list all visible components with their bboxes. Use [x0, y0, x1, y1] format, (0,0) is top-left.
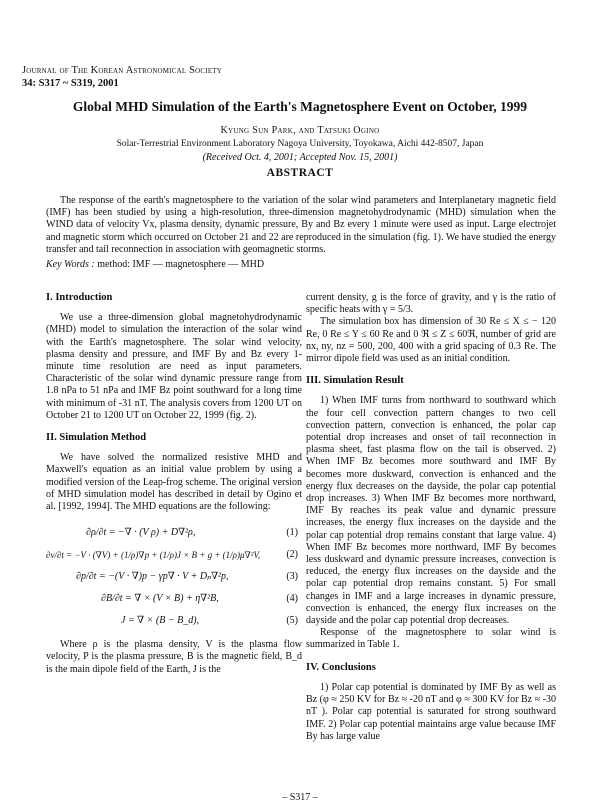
left-column [46, 292, 302, 676]
abstract-text: The response of the earth's magnetosphere to the variation of the solar wind parameters and Interplanetary magnetic field (IMF) has been studied by using a high-resolution, three-dimension magnetohydrodynamic (MHD) simulation when the WIND data of velocity Vx, plasma density, dynamic pressure, By and Bz every 1 minute were used as input. Large electrojet and magnetic storm which occurred on October 21 and 22 are reproduced in the simulation (fig. 1). We have studied the energy transfer and tail reconnection in association with geomagnetic storms. [46, 195, 556, 255]
received-dates: (Received Oct. 4, 2001; Accepted Nov. 15, 2001) [202, 152, 398, 163]
paper-title: Global MHD Simulation of the Earth's Magnetosphere Event on October, 1999 [72, 99, 528, 114]
keywords [46, 259, 556, 270]
method-after-paragraph: Where ρ is the plasma density, V is the plasma flow velocity, P is the plasma pressure, B is the magnetic field, B_d is the main dipole field of the Earth, J is the [46, 639, 302, 675]
journal-name: Journal of The Korean Astronomical Society [22, 65, 223, 76]
journal-volume: 34: S317 ~ S319, 2001 [22, 78, 119, 89]
introduction-paragraph: We use a three-dimension global magnetohydrodynamic (MHD) model to simulation the interaction of the solar wind with the Earth's magnetosphere. The solar wind velocity, plasma density and pressure, and IMF By and Bz every 1-minute time resolution are need as input parameters. Characteristic of the solar wind dynamic pressure range from 1.8 nPa to 51 nPa and IMF Bz point southward for a long time with minimum of -31 nT. The analysis covers from 1200 UT on October 21 to 1200 UT on October 22, 1999 (fig. 2). [46, 312, 302, 421]
result-paragraph: 1) When IMF turns from northward to southward which the four cell convection pattern changes to two cell convection pattern, convection is enhanced, the polar cap potential drop increases and onset of tail reconnection in plasma sheet, fast plasma flow on the tail is observed. 2) When IMF Bz becomes more southward and IMF By becomes more duskward, convection is enhanced and the energy flux decreases on the dayside, the polar cap potential drop increases. 3) When IMF Bz becomes more northward, IMF By reaches its peak value and dynamic pressure increases, the energy flux increases on the dayside and the polar cap potential drop remains constant that large value. 4) When IMF Bz becomes more northward, IMF By becomes less duskward and dynamic pressure increases, convection is reduced, the energy flux increases on the dayside and the polar cap potential drop remains constant. 5) For small changes in IMF and a large increases in dynamic pressure, convection is enhanced, the energy flux increases on the dayside and the polar cap potential drop decreases. [306, 395, 556, 627]
equation-4: ∂B/∂t = ∇ × (V × B) + η∇²B, (4) [101, 593, 298, 605]
journal-header [22, 64, 222, 90]
section-heading-result: III. Simulation Result [306, 375, 404, 387]
right-column [306, 292, 556, 743]
authors: Kyung Sun Park, and Tatsuki Ogino [220, 125, 380, 136]
keywords-label: Key Words : [46, 259, 95, 270]
simulation-box-paragraph: The simulation box has dimension of 30 Re ≤ X ≤ − 120 Re, 0 Re ≤ Y ≤ 60 Re and 0 ℜ ≤ Z ≤ 60ℜ, number of grid are nx, ny, nz = 500, 200, 400 with a grid spacing of 0.3 Re. The mirror dipole field was used as an initial condition. [306, 316, 556, 365]
conclusion-paragraph: 1) Polar cap potential is dominated by IMF By as well as Bz (φ ≈ 250 KV for Bz ≈ -20 nT and φ ≈ 300 KV for Bz ≈ -30 nT ). Polar cap potential is saturated for strong southward IMF. 2) Polar cap potential maintains arge value because IMF By has large value [306, 681, 556, 742]
abstract-heading: ABSTRACT [266, 167, 334, 179]
affiliation: Solar-Terrestrial Environment Laboratory Nagoya University, Toyokawa, Aichi 442-8507, Japan [116, 139, 484, 149]
equation-2: ∂v/∂t = −V · (∇V) + (1/ρ)∇p + (1/ρ)J × B + g + (1/ρ)μ∇²V, (2) [46, 549, 298, 561]
method-continuation: current density, g is the force of gravity, and γ is the ratio of specific heats with γ = 5/3. [306, 292, 556, 316]
equation-1: ∂ρ/∂t = −∇ · (V ρ) + D∇²ρ, (1) [86, 527, 298, 539]
result-summary: Response of the magnetosphere to solar wind is summarized in Table 1. [306, 627, 556, 651]
equation-3: ∂p/∂t = −(V · ∇)p − γp∇ · V + Dₚ∇²p, (3) [76, 571, 298, 583]
section-heading-conclusions: IV. Conclusions [306, 661, 376, 673]
section-heading-introduction: I. Introduction [46, 292, 113, 303]
equation-5: J = ∇ × (B − B_d), (5) [121, 615, 298, 627]
method-paragraph: We have solved the normalized resistive MHD and Maxwell's equation as an initial value problem by using a modified version of the Leap-frog scheme. The original version of MHD simulation model has described in detail by Ogino et al. [1992, 1994]. The MHD equations are the following: [46, 452, 302, 513]
section-heading-method: II. Simulation Method [46, 432, 147, 444]
keywords-list: method: IMF — magnetosphere — MHD [97, 259, 265, 270]
page-number: – S317 – [282, 792, 318, 803]
